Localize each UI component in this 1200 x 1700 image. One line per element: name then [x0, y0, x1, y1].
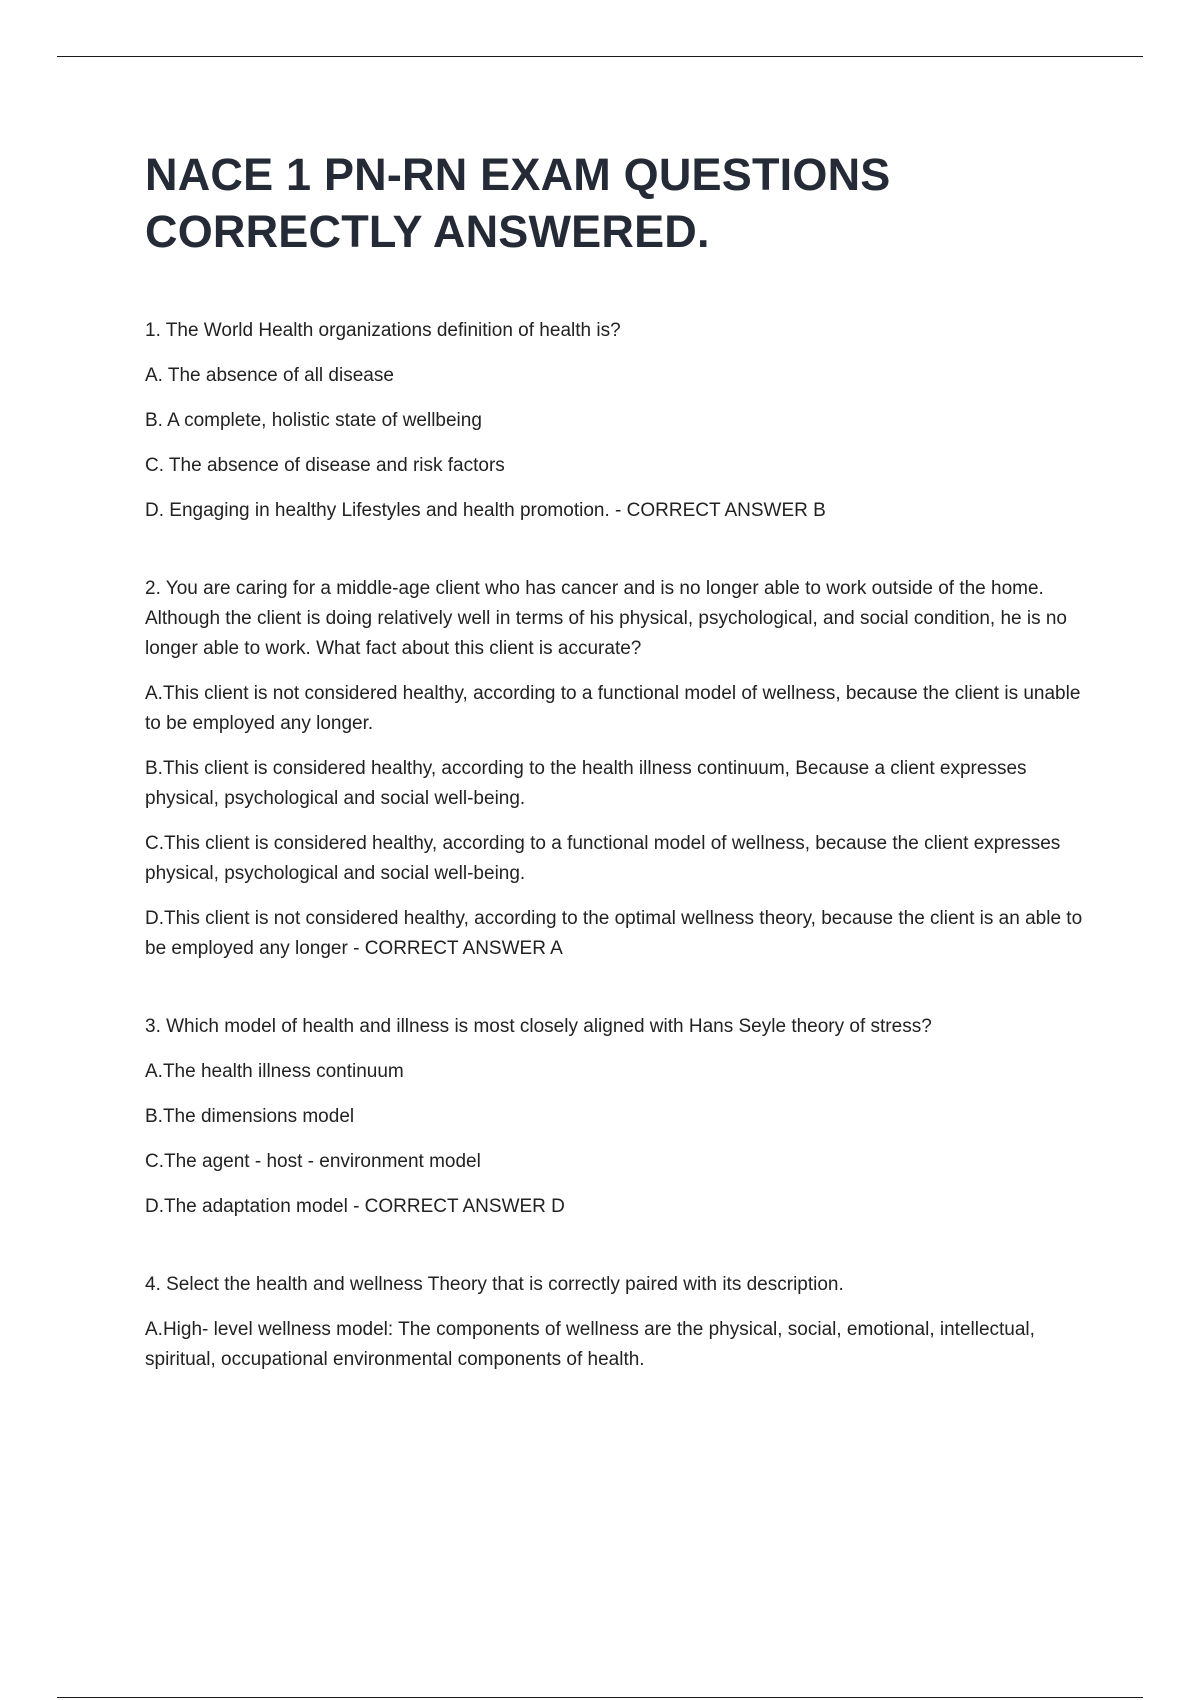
answer-option: A.High- level wellness model: The components of wellness are the physical, social, emotional, intellectual, spiritual, occupational environmental components of health. [145, 1319, 1035, 1370]
answer-option: A.The health illness continuum [145, 1061, 404, 1082]
question-text: 3. Which model of health and illness is most closely aligned with Hans Seyle theory of stress? [145, 1016, 932, 1037]
answer-option: B.The dimensions model [145, 1106, 355, 1127]
bottom-rule [57, 1697, 1143, 1698]
answer-option: C.The agent - host - environment model [145, 1151, 481, 1172]
answer-option: B.This client is considered healthy, according to the health illness continuum, Because a client expresses physical, psychological and social well-being. [145, 758, 1027, 809]
question-text: 4. Select the health and wellness Theory that is correctly paired with its description. [145, 1274, 844, 1295]
question-4 [145, 1270, 1095, 1375]
answer-option: D. Engaging in healthy Lifestyles and health promotion. - CORRECT ANSWER B [145, 500, 826, 521]
question-text: 2. You are caring for a middle-age client who has cancer and is no longer able to work outside of the home. Although the client is doing relatively well in terms of his physical, psychological, and social condition, he is no longer able to work. What fact about this client is accurate? [145, 578, 1067, 659]
document-body [145, 146, 1095, 1423]
answer-option: C. The absence of disease and risk factors [145, 455, 505, 476]
answer-option: A.This client is not considered healthy, according to a functional model of wellness, because the client is unable to be employed any longer. [145, 683, 1081, 734]
question-1 [145, 316, 1095, 526]
top-rule [57, 56, 1143, 57]
answer-option: D.This client is not considered healthy, according to the optimal wellness theory, because the client is an able to be employed any longer - CORRECT ANSWER A [145, 908, 1083, 959]
document-title: NACE 1 PN-RN EXAM QUESTIONS CORRECTLY ANSWERED. [145, 149, 891, 257]
answer-option: B. A complete, holistic state of wellbeing [145, 410, 482, 431]
question-2 [145, 574, 1095, 964]
question-text: 1. The World Health organizations definition of health is? [145, 320, 621, 341]
answer-option: C.This client is considered healthy, according to a functional model of wellness, because the client expresses physical, psychological and social well-being. [145, 833, 1061, 884]
answer-option: D.The adaptation model - CORRECT ANSWER D [145, 1196, 565, 1217]
answer-option: A. The absence of all disease [145, 365, 394, 386]
question-3 [145, 1012, 1095, 1222]
